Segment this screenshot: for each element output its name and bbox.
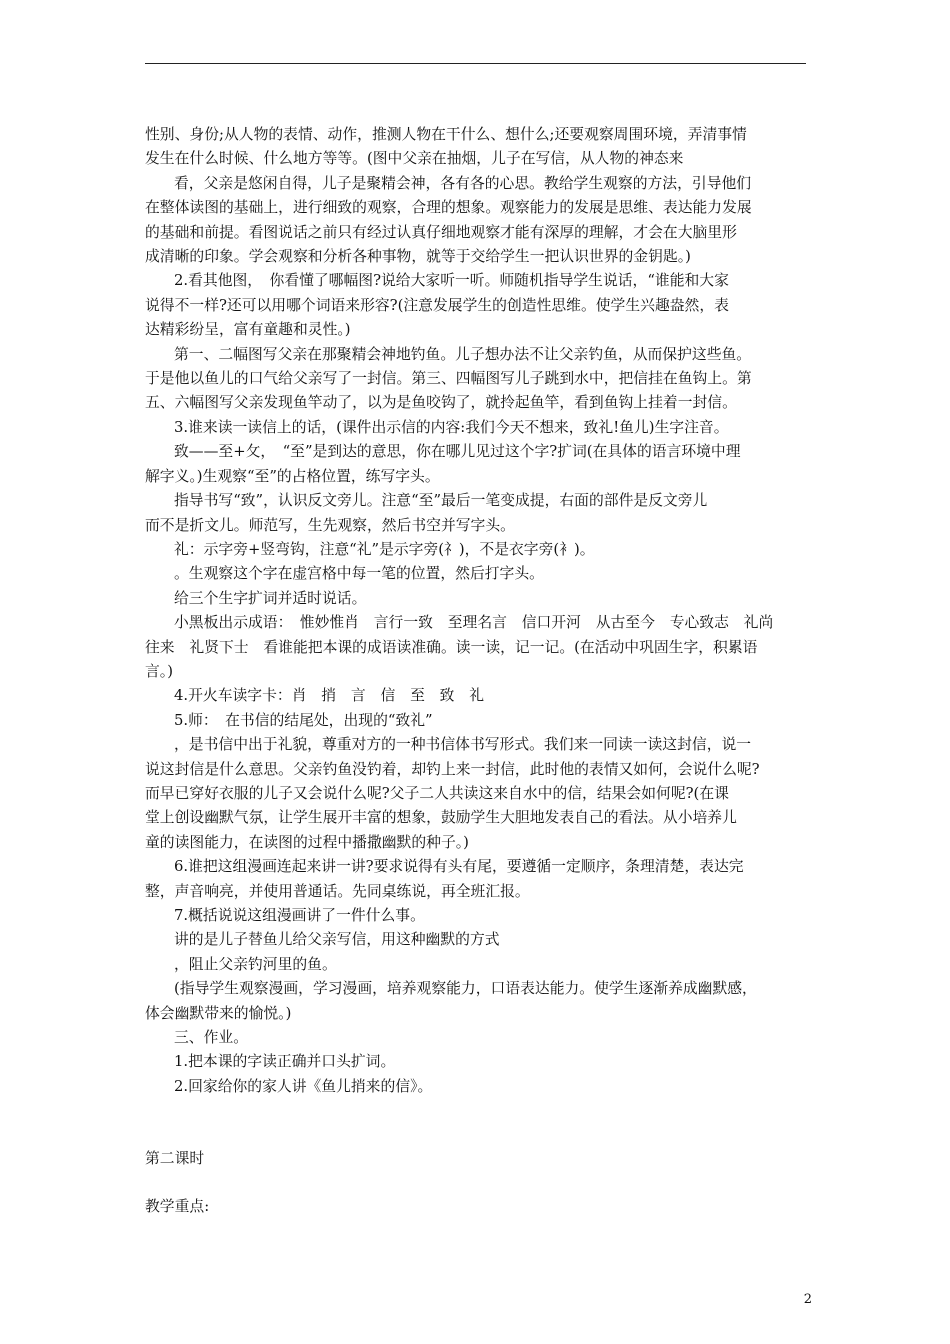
text-line: 而不是折文儿。师范写，生先观察，然后书空并写字头。 (145, 516, 515, 534)
text-line: 成清晰的印象。学会观察和分析各种事物，就等于交给学生一把认识世界的金钥匙。) (145, 248, 691, 266)
text-line: 整，声音响亮，并使用普通话。先同桌练说，再全班汇报。 (145, 882, 530, 900)
focus-heading: 教学重点: (145, 1198, 210, 1215)
text-line: 于是他以鱼儿的口气给父亲写了一封信。第三、四幅图写儿子跳到水中，把信挂在鱼钩上。第 (145, 370, 752, 388)
text-line: 童的读图能力，在读图的过程中播撒幽默的种子。) (145, 833, 469, 851)
text-line: 体会幽默带来的愉悦。) (145, 1004, 292, 1022)
text-line: 6.谁把这组漫画连起来讲一讲?要求说得有头有尾，要遵循一定顺序，条理清楚，表达完 (174, 858, 744, 876)
text-line: 三、作业。 (174, 1029, 248, 1047)
text-line: 说得不一样?还可以用哪个词语来形容?(注意发展学生的创造性思维。使学生兴趣盎然，表 (145, 296, 729, 314)
text-line: 7.概括说说这组漫画讲了一件什么事。 (174, 907, 425, 924)
text-line: 第一、二幅图写父亲在那聚精会神地钓鱼。儿子想办法不让父亲钓鱼，从而保护这些鱼。 (174, 345, 752, 363)
text-line: ，阻止父亲钓河里的鱼。 (174, 955, 337, 973)
text-line: 说这封信是什么意思。父亲钓鱼没钓着，却钓上来一封信，此时他的表情又如何，会说什么呢? (145, 760, 760, 778)
text-line: ，是书信中出于礼貌，尊重对方的一种书信体书写形式。我们来一同读一读这封信，说一 (174, 736, 752, 754)
section-heading: 第二课时 (145, 1150, 205, 1167)
header-rule (145, 63, 806, 64)
text-line: 。生观察这个字在虚宫格中每一笔的位置，然后打字头。 (174, 565, 544, 583)
text-line: 小黑板出示成语： 惟妙惟肖 言行一致 至理名言 信口开河 从古至今 专心致志 礼尚 (174, 614, 774, 632)
text-line: 2.看其他图， 你看懂了哪幅图?说给大家听一听。师随机指导学生说话，“谁能和大家 (174, 272, 729, 290)
text-line: 1.把本课的字读正确并口头扩词。 (174, 1053, 396, 1071)
text-line: 而早已穿好衣服的儿子又会说什么呢?父子二人共读这来自水中的信，结果会如何呢?(在课 (145, 784, 729, 802)
text-line: 3.谁来读一读信上的话，(课件出示信的内容:我们今天不想来，致礼!鱼儿)生字注音。 (174, 418, 729, 436)
text-line: 讲的是儿子替鱼儿给父亲写信，用这种幽默的方式 (174, 931, 500, 949)
text-line: 2.回家给你的家人讲《鱼儿捎来的信》。 (174, 1077, 433, 1095)
text-line: 的基础和前提。看图说话之前只有经过认真仔细地观察才能有深厚的理解，才会在大脑里形 (145, 223, 737, 241)
text-line: 五、六幅图写父亲发现鱼竿动了，以为是鱼咬钩了，就拎起鱼竿，看到鱼钩上挂着一封信。 (145, 394, 737, 412)
text-line: 达精彩纷呈，富有童趣和灵性。) (145, 321, 351, 339)
text-line: 言。) (145, 662, 173, 680)
page-number: 2 (803, 1292, 812, 1307)
text-line: 在整体读图的基础上，进行细致的观察，合理的想象。观察能力的发展是思维、表达能力发展 (145, 199, 752, 217)
text-line: 看，父亲是悠闲自得，儿子是聚精会神，各有各的心思。教给学生观察的方法，引导他们 (174, 174, 752, 192)
text-line: 性别、身份;从人物的表情、动作，推测人物在干什么、想什么;还要观察周围环境，弄清事情 (145, 126, 747, 143)
text-line: 致——至+攵， “至”是到达的意思，你在哪儿见过这个字?扩词(在具体的语言环境中理 (174, 443, 741, 461)
text-line: 解字义。)生观察“至”的占格位置，练写字头。 (145, 467, 440, 485)
text-line: 发生在什么时候、什么地方等等。(图中父亲在抽烟，儿子在写信，从人物的神态来 (145, 150, 684, 168)
text-line: 礼：示字旁+竖弯钩，注意“礼”是示字旁(礻)，不是衣字旁(衤)。 (174, 540, 595, 558)
text-line: (指导学生观察漫画，学习漫画，培养观察能力，口语表达能力。使学生逐渐养成幽默感， (174, 980, 757, 998)
body-text (145, 123, 810, 1099)
text-line: 往来 礼贤下士 看谁能把本课的成语读准确。读一读，记一记。(在活动中巩固生字，积累语 (145, 638, 758, 656)
text-line: 4.开火车读字卡：肖 捎 言 信 至 致 礼 (174, 687, 485, 705)
text-line: 5.师： 在书信的结尾处，出现的“致礼” (174, 711, 433, 729)
text-line: 指导书写“致”，认识反文旁儿。注意“至”最后一笔变成提，右面的部件是反文旁儿 (174, 492, 708, 510)
text-line: 堂上创设幽默气氛，让学生展开丰富的想象，鼓励学生大胆地发表自己的看法。从小培养儿 (145, 809, 737, 827)
text-line: 给三个生字扩词并适时说话。 (174, 589, 367, 607)
